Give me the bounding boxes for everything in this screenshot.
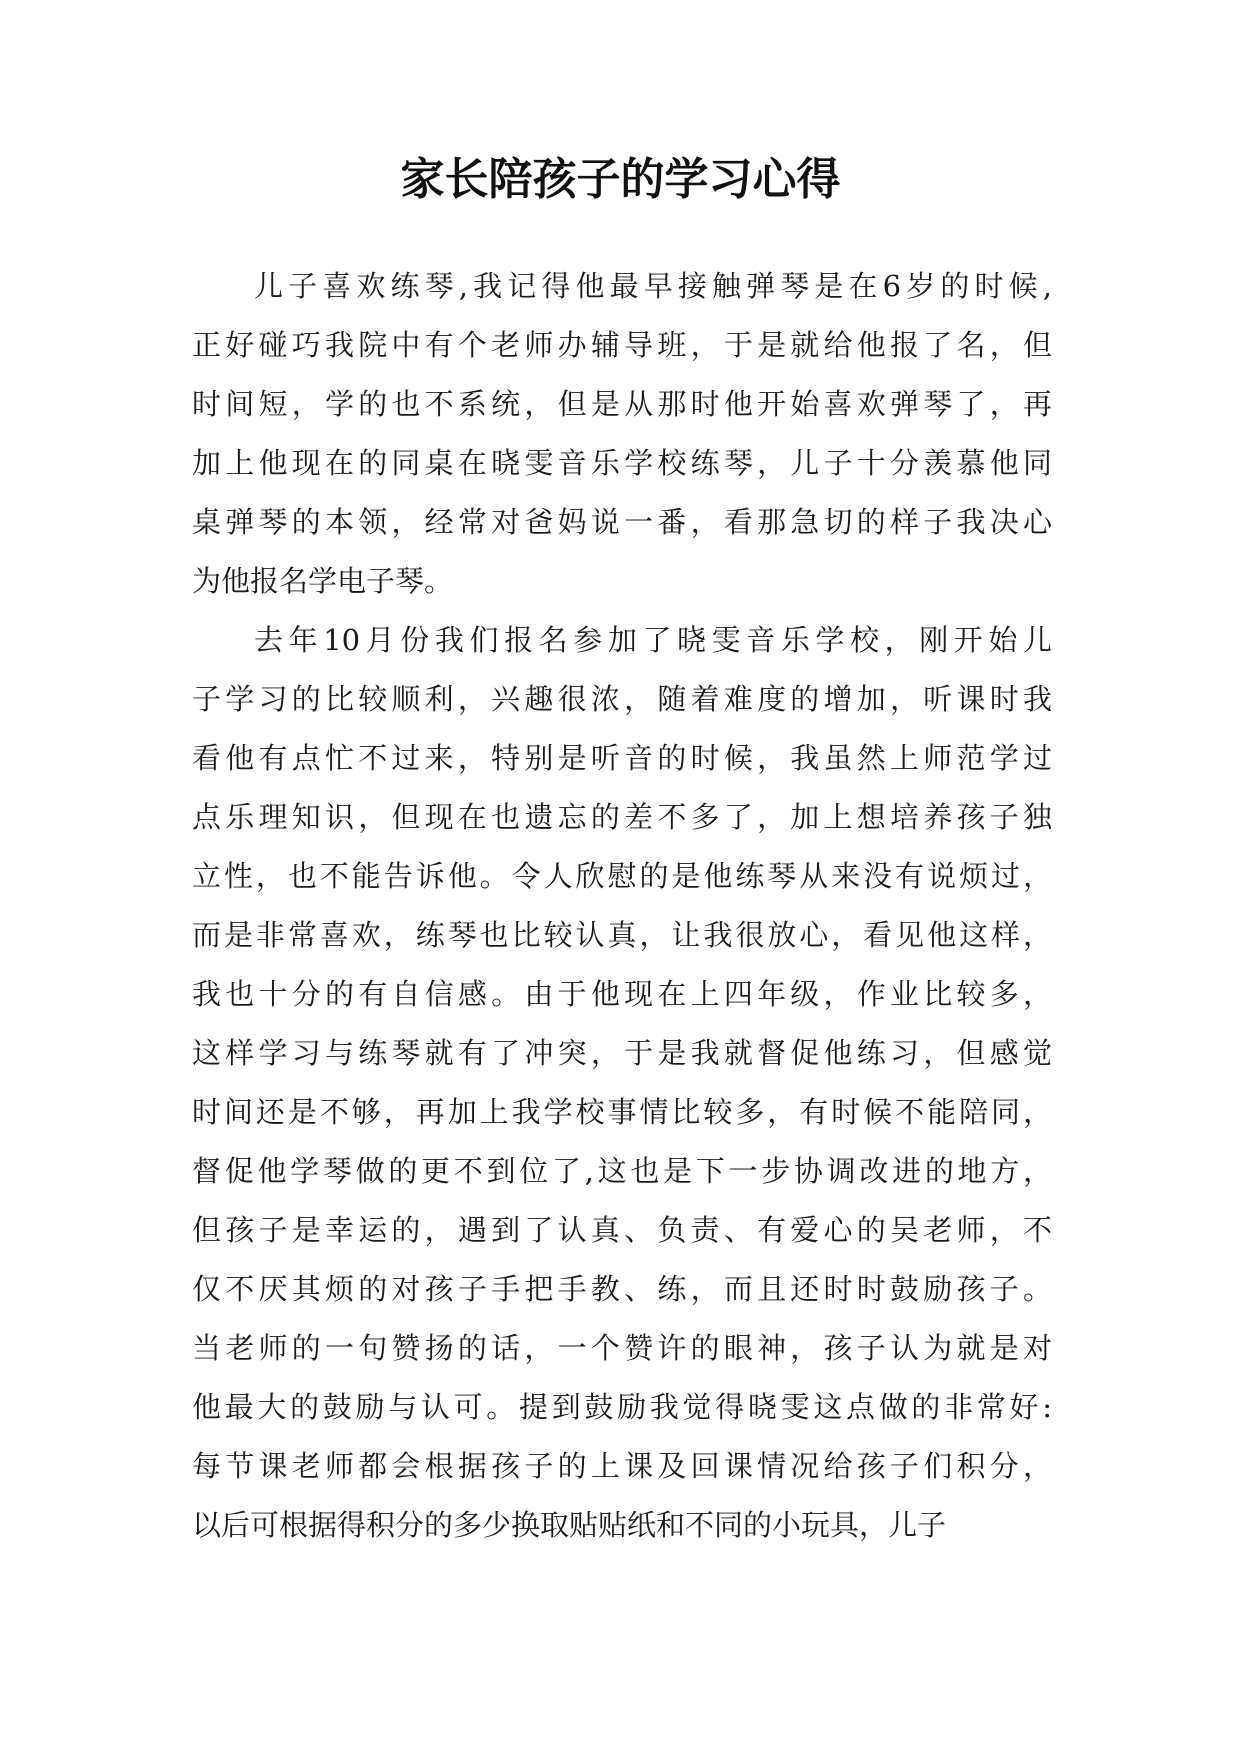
text-line: 加上他现在的同桌在晓雯音乐学校练琴，儿子十分羡慕他同 xyxy=(192,446,1052,480)
document-body xyxy=(192,257,1052,1555)
text-line: 我也十分的有自信感。由于他现在上四年级，作业比较多， xyxy=(192,977,1052,1011)
text-line: 立性，也不能告诉他。令人欣慰的是他练琴从来没有说烦过， xyxy=(192,859,1052,893)
text-line: 仅不厌其烦的对孩子手把手教、练，而且还时时鼓励孩子。 xyxy=(192,1272,1052,1306)
text-line: 子学习的比较顺利，兴趣很浓，随着难度的增加，听课时我 xyxy=(192,682,1052,716)
text-line: 去年10月份我们报名参加了晓雯音乐学校，刚开始儿 xyxy=(254,623,1052,657)
document-title: 家长陪孩子的学习心得 xyxy=(400,154,841,205)
text-line: 但孩子是幸运的，遇到了认真、负责、有爱心的吴老师，不 xyxy=(192,1213,1052,1247)
text-line: 时间还是不够，再加上我学校事情比较多，有时候不能陪同， xyxy=(192,1095,1052,1129)
text-line: 当老师的一句赞扬的话，一个赞许的眼神，孩子认为就是对 xyxy=(192,1331,1052,1365)
text-line: 他最大的鼓励与认可。提到鼓励我觉得晓雯这点做的非常好: xyxy=(192,1390,1052,1424)
text-line: 而是非常喜欢，练琴也比较认真，让我很放心，看见他这样， xyxy=(192,918,1052,952)
text-line: 点乐理知识，但现在也遗忘的差不多了，加上想培养孩子独 xyxy=(192,800,1052,834)
text-line: 这样学习与练琴就有了冲突，于是我就督促他练习，但感觉 xyxy=(192,1036,1052,1070)
text-line: 看他有点忙不过来，特别是听音的时候，我虽然上师范学过 xyxy=(192,741,1052,775)
text-line: 时间短，学的也不系统，但是从那时他开始喜欢弹琴了，再 xyxy=(192,387,1052,421)
text-line: 正好碰巧我院中有个老师办辅导班，于是就给他报了名，但 xyxy=(192,328,1052,362)
paragraph-1 xyxy=(192,257,1052,611)
text-line: 桌弹琴的本领，经常对爸妈说一番，看那急切的样子我决心 xyxy=(192,505,1052,539)
paragraph-2 xyxy=(192,611,1052,1555)
text-line: 儿子喜欢练琴,我记得他最早接触弹琴是在6岁的时候, xyxy=(254,269,1052,303)
text-line: 以后可根据得积分的多少换取贴贴纸和不同的小玩具，儿子 xyxy=(192,1508,947,1542)
text-line: 督促他学琴做的更不到位了,这也是下一步协调改进的地方， xyxy=(192,1154,1052,1188)
text-line: 为他报名学电子琴。 xyxy=(192,564,454,598)
text-line: 每节课老师都会根据孩子的上课及回课情况给孩子们积分， xyxy=(192,1449,1052,1483)
